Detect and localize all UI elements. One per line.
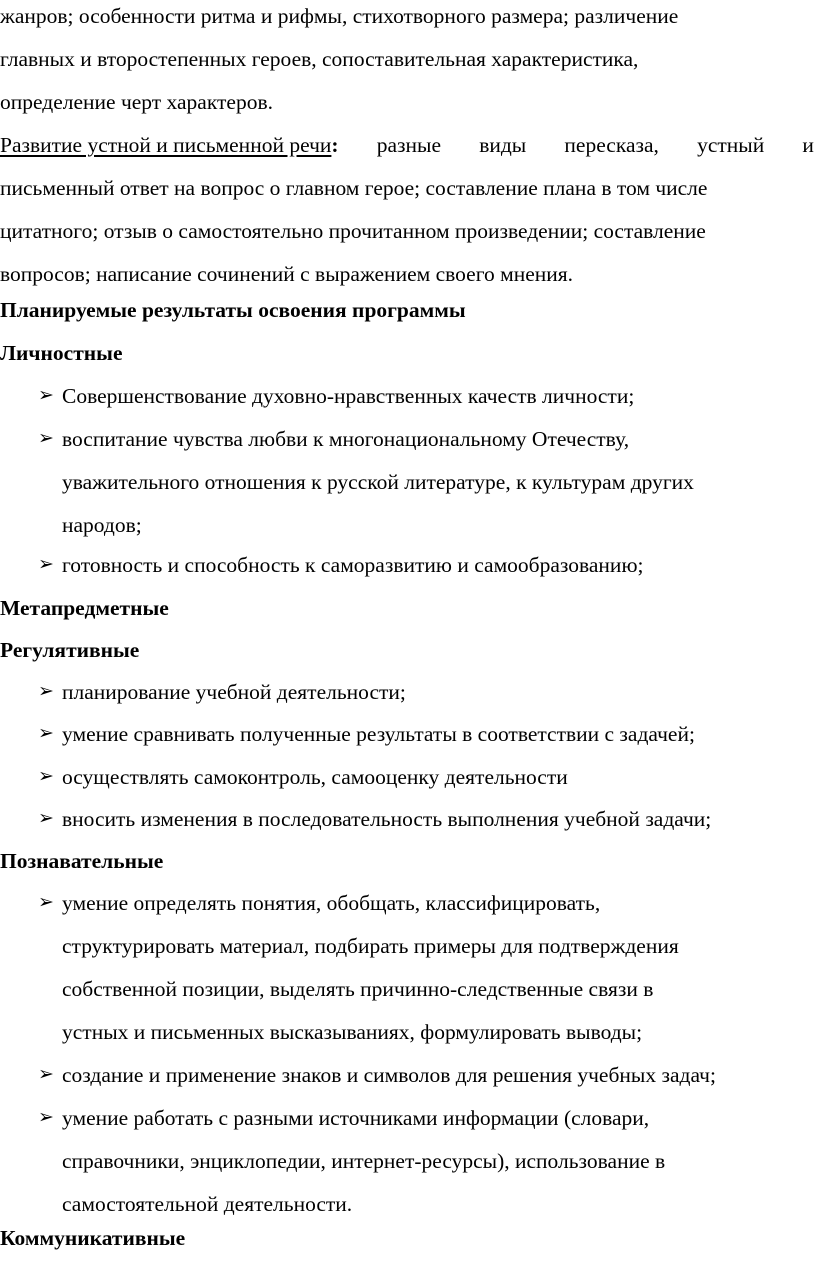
meta-heading: Метапредметные — [0, 596, 169, 620]
list-item-text: умение определять понятия, обобщать, классифицировать, — [62, 891, 601, 915]
bullet-arrow-icon: ➢ — [38, 1107, 54, 1128]
speech-word: пересказа, — [564, 133, 659, 157]
speech-word: виды — [479, 133, 527, 157]
list-item-text: воспитание чувства любви к многонациональному Отечеству, — [62, 427, 630, 451]
bullet-arrow-icon: ➢ — [38, 681, 54, 702]
list-item-text: собственной позиции, выделять причинно-следственные связи в — [62, 977, 654, 1001]
speech-first-line — [0, 133, 814, 157]
list-item-text: осуществлять самоконтроль, самооценку деятельности — [62, 765, 568, 789]
bullet-arrow-icon: ➢ — [38, 892, 54, 913]
speech-colon: : — [331, 133, 339, 157]
personal-heading: Личностные — [0, 341, 123, 365]
bullet-arrow-icon: ➢ — [38, 1064, 54, 1085]
speech-label — [0, 133, 339, 157]
speech-line-4: вопросов; написание сочинений с выражением своего мнения. — [0, 262, 574, 286]
list-item-text: готовность и способность к саморазвитию и самообразованию; — [62, 553, 644, 577]
bullet-arrow-icon: ➢ — [38, 385, 54, 406]
intro-line-1: жанров; особенности ритма и рифмы, стихотворного размера; различение — [0, 4, 679, 28]
intro-line-3: определение черт характеров. — [0, 90, 273, 114]
list-item-text: умение работать с разными источниками информации (словари, — [62, 1106, 650, 1130]
list-item-text: создание и применение знаков и символов для решения учебных задач; — [62, 1063, 716, 1087]
speech-word: и — [802, 133, 814, 157]
intro-line-2: главных и второстепенных героев, сопоставительная характеристика, — [0, 47, 639, 71]
bullet-arrow-icon: ➢ — [38, 723, 54, 744]
speech-line-3: цитатного; отзыв о самостоятельно прочитанном произведении; составление — [0, 219, 706, 243]
speech-label-text: Развитие устной и письменной речи — [0, 133, 332, 157]
bullet-arrow-icon: ➢ — [38, 554, 54, 575]
list-item-text: умение сравнивать полученные результаты в соответствии с задачей; — [62, 722, 695, 746]
list-item-text: устных и письменных высказываниях, формулировать выводы; — [62, 1020, 643, 1044]
results-heading: Планируемые результаты освоения программы — [0, 298, 466, 322]
speech-line-2: письменный ответ на вопрос о главном герое; составление плана в том числе — [0, 176, 708, 200]
list-item-text: уважительного отношения к русской литературе, к культурам других — [62, 470, 694, 494]
speech-word: разные — [376, 133, 442, 157]
list-item-text: самостоятельной деятельности. — [62, 1192, 353, 1216]
list-item-text: вносить изменения в последовательность выполнения учебной задачи; — [62, 807, 712, 831]
regulatory-heading: Регулятивные — [0, 638, 140, 662]
list-item-text: Совершенствование духовно-нравственных качеств личности; — [62, 384, 635, 408]
communicative-heading: Коммуникативные — [0, 1226, 186, 1250]
cognitive-heading: Познавательные — [0, 849, 164, 873]
list-item-text: справочники, энциклопедии, интернет-ресурсы), использование в — [62, 1149, 666, 1173]
bullet-arrow-icon: ➢ — [38, 428, 54, 449]
speech-word: устный — [697, 133, 765, 157]
list-item-text: структурировать материал, подбирать примеры для подтверждения — [62, 934, 679, 958]
bullet-arrow-icon: ➢ — [38, 808, 54, 829]
list-item-text: планирование учебной деятельности; — [62, 680, 406, 704]
bullet-arrow-icon: ➢ — [38, 766, 54, 787]
list-item-text: народов; — [62, 513, 142, 537]
